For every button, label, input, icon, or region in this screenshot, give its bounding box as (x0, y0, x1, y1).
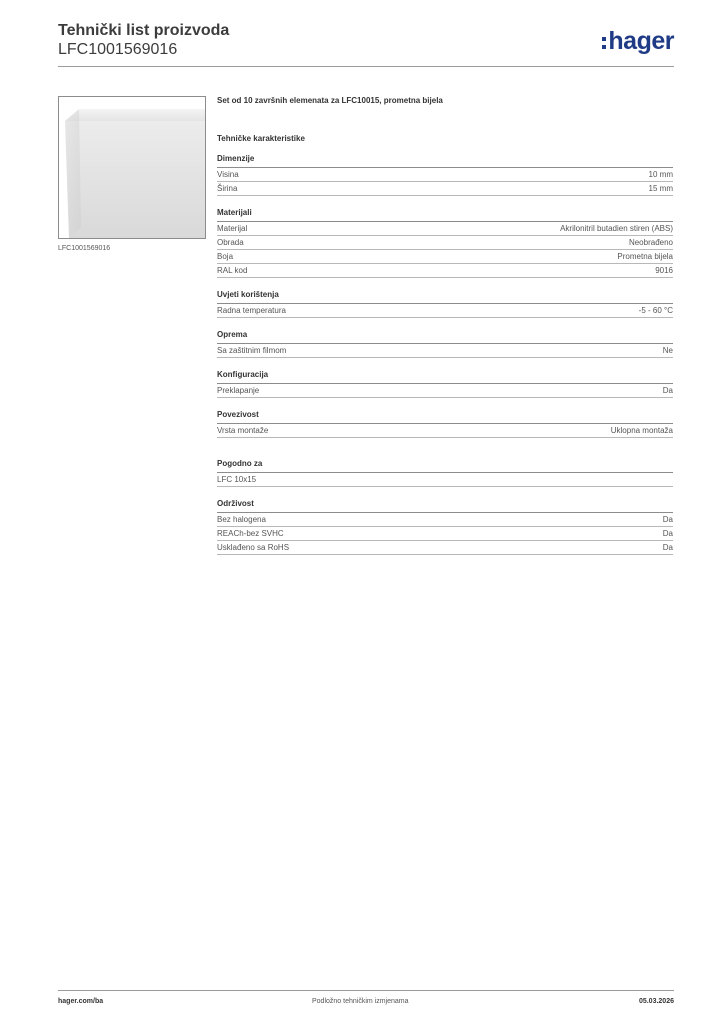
section-title-odrzivost: Održivost (217, 499, 254, 508)
spec-label: Visina (217, 170, 239, 179)
spec-label: Širina (217, 184, 238, 193)
product-image (58, 96, 206, 239)
product-image-icon (59, 97, 205, 238)
logo-text: hager (608, 27, 674, 55)
spec-row (217, 182, 673, 196)
footer-notice: Podložno tehničkim izmjenama (312, 998, 409, 1005)
header-divider (58, 66, 674, 67)
spec-label: Obrada (217, 238, 244, 247)
spec-label: Materijal (217, 224, 248, 233)
characteristics-heading: Tehničke karakteristike (217, 134, 305, 143)
section-title-konfiguracija: Konfiguracija (217, 370, 269, 379)
spec-value: Ne (662, 346, 673, 355)
section-title-pogodno-za: Pogodno za (217, 459, 263, 468)
spec-label: Radna temperatura (217, 306, 286, 315)
spec-value: Da (662, 529, 673, 538)
spec-value: 9016 (655, 266, 673, 275)
spec-label: RAL kod (217, 266, 248, 275)
spec-value: Da (662, 386, 673, 395)
footer-date: 05.03.2026 (638, 998, 674, 1005)
spec-label: Boja (217, 252, 234, 261)
section-title-oprema: Oprema (217, 330, 248, 339)
spec-value: Da (662, 543, 673, 552)
logo-dots-icon (602, 37, 606, 49)
spec-row (217, 472, 673, 487)
spec-row (217, 303, 673, 318)
spec-value: -5 - 60 °C (638, 306, 673, 315)
spec-value: Da (662, 515, 673, 524)
spec-row (217, 383, 673, 398)
spec-row (217, 167, 673, 182)
spec-row (217, 250, 673, 264)
document-title: Tehnički list proizvoda (58, 22, 230, 39)
section-title-dimenzije: Dimenzije (217, 154, 255, 163)
spec-label: REACh-bez SVHC (217, 529, 284, 538)
spec-label: Sa zaštitnim filmom (217, 346, 287, 355)
product-description: Set od 10 završnih elemenata za LFC10015, prometna bijela (217, 96, 443, 105)
spec-label: Vrsta montaže (217, 426, 269, 435)
characteristics-panel (217, 96, 673, 555)
spec-label: Usklađeno sa RoHS (217, 543, 290, 552)
spec-value: 10 mm (648, 170, 673, 179)
section-title-povezivost: Povezivost (217, 410, 259, 419)
product-code: LFC1001569016 (58, 41, 178, 58)
spec-label: Bez halogena (217, 515, 266, 524)
spec-row (217, 343, 673, 358)
spec-row (217, 264, 673, 278)
spec-row (217, 527, 673, 541)
spec-value: Prometna bijela (617, 252, 673, 261)
spec-value: 15 mm (648, 184, 673, 193)
spec-value: Neobrađeno (628, 238, 673, 247)
spec-row (217, 541, 673, 555)
spec-row (217, 423, 673, 438)
spec-row (217, 221, 673, 236)
spec-label: Preklapanje (217, 386, 260, 395)
product-image-caption: LFC1001569016 (58, 245, 111, 252)
section-title-uvjeti-koristenja: Uvjeti korištenja (217, 290, 279, 299)
document-header (58, 22, 674, 66)
spec-value: Akrilonitril butadien stiren (ABS) (560, 224, 673, 233)
section-title-materijali: Materijali (217, 208, 252, 217)
spec-row (217, 236, 673, 250)
spec-row (217, 512, 673, 527)
spec-label: LFC 10x15 (217, 475, 257, 484)
footer-website-link[interactable]: hager.com/ba (58, 998, 104, 1005)
hager-logo (602, 27, 674, 55)
footer-divider (58, 990, 674, 991)
spec-value: Uklopna montaža (610, 426, 673, 435)
